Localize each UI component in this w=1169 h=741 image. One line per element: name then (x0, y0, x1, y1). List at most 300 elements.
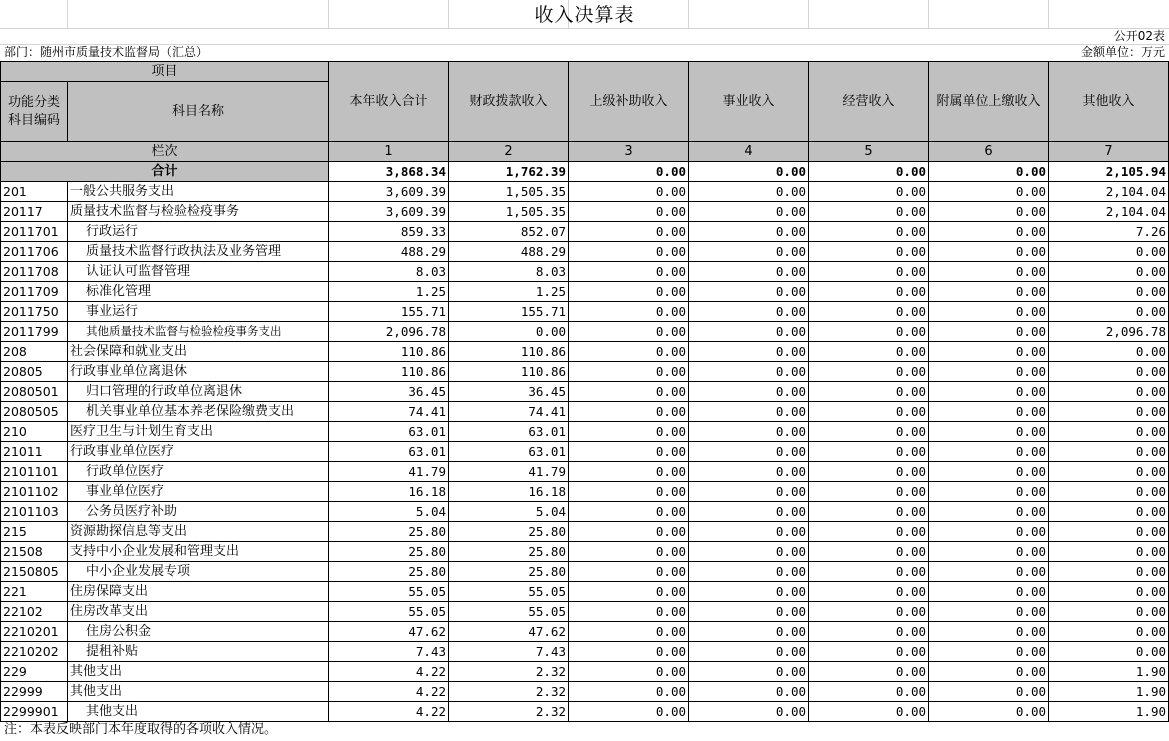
amount-cell[interactable]: 0.00 (929, 342, 1049, 362)
amount-cell[interactable]: 0.00 (929, 202, 1049, 222)
amount-cell[interactable]: 0.00 (929, 562, 1049, 582)
amount-cell[interactable]: 0.00 (809, 182, 929, 202)
subject-name-cell[interactable]: 住房改革支出 (68, 602, 329, 622)
amount-cell[interactable]: 0.00 (689, 562, 809, 582)
amount-cell[interactable]: 0.00 (569, 462, 689, 482)
amount-cell[interactable]: 0.00 (1049, 422, 1169, 442)
amount-cell[interactable]: 0.00 (929, 482, 1049, 502)
amount-cell[interactable]: 0.00 (569, 242, 689, 262)
amount-cell[interactable]: 2,104.04 (1049, 182, 1169, 202)
amount-cell[interactable]: 0.00 (1049, 242, 1169, 262)
amount-cell[interactable]: 0.00 (809, 302, 929, 322)
amount-cell[interactable]: 0.00 (689, 202, 809, 222)
amount-cell[interactable]: 0.00 (809, 402, 929, 422)
amount-cell[interactable]: 63.01 (329, 422, 449, 442)
subject-name-cell[interactable]: 行政事业单位医疗 (68, 442, 329, 462)
amount-cell[interactable]: 36.45 (449, 382, 569, 402)
amount-cell[interactable]: 2,096.78 (329, 322, 449, 342)
form-number: 公开02表 (1113, 29, 1165, 43)
amount-cell[interactable]: 0.00 (689, 182, 809, 202)
total-value: 0.00 (809, 162, 929, 182)
amount-cell[interactable]: 488.29 (449, 242, 569, 262)
amount-cell[interactable]: 16.18 (329, 482, 449, 502)
amount-cell[interactable]: 0.00 (929, 602, 1049, 622)
amount-cell[interactable]: 0.00 (689, 542, 809, 562)
subject-code-cell[interactable]: 21011 (1, 442, 68, 462)
amount-cell[interactable]: 0.00 (689, 622, 809, 642)
table-row (1, 182, 1169, 202)
amount-cell[interactable]: 5.04 (449, 502, 569, 522)
subject-name-cell[interactable]: 行政事业单位离退休 (68, 362, 329, 382)
header-fiscal-income: 财政拨款收入 (449, 62, 569, 142)
subject-name-cell[interactable]: 住房保障支出 (68, 582, 329, 602)
amount-cell[interactable]: 0.00 (689, 482, 809, 502)
table-row (1, 542, 1169, 562)
subject-name-cell[interactable]: 事业单位医疗 (68, 482, 329, 502)
amount-cell[interactable]: 0.00 (929, 402, 1049, 422)
amount-cell[interactable]: 41.79 (329, 462, 449, 482)
amount-cell[interactable]: 0.00 (929, 522, 1049, 542)
total-value: 0.00 (929, 162, 1049, 182)
subject-code-cell[interactable]: 221 (1, 582, 68, 602)
amount-cell[interactable]: 0.00 (929, 542, 1049, 562)
amount-cell[interactable]: 8.03 (449, 262, 569, 282)
amount-cell[interactable]: 0.00 (569, 602, 689, 622)
amount-cell[interactable]: 0.00 (929, 362, 1049, 382)
amount-cell[interactable]: 0.00 (929, 382, 1049, 402)
amount-cell[interactable]: 0.00 (569, 682, 689, 702)
subject-name-cell[interactable]: 质量技术监督与检验检疫事务 (68, 202, 329, 222)
total-label: 合计 (1, 162, 329, 182)
subject-name-cell[interactable]: 其他支出 (68, 702, 329, 722)
amount-cell[interactable]: 0.00 (809, 542, 929, 562)
subject-code-cell[interactable]: 208 (1, 342, 68, 362)
amount-cell[interactable]: 5.04 (329, 502, 449, 522)
subject-name-cell[interactable]: 一般公共服务支出 (68, 182, 329, 202)
amount-cell[interactable]: 0.00 (689, 282, 809, 302)
amount-cell[interactable]: 2,104.04 (1049, 202, 1169, 222)
amount-cell[interactable]: 0.00 (569, 502, 689, 522)
subject-name-cell[interactable]: 支持中小企业发展和管理支出 (68, 542, 329, 562)
column-number: 1 (329, 142, 449, 162)
column-number: 6 (929, 142, 1049, 162)
amount-cell[interactable]: 1.25 (329, 282, 449, 302)
table-row (1, 522, 1169, 542)
amount-cell[interactable]: 0.00 (569, 702, 689, 722)
amount-cell[interactable]: 852.07 (449, 222, 569, 242)
table-row (1, 202, 1169, 222)
amount-cell[interactable]: 0.00 (809, 382, 929, 402)
subject-name-cell[interactable]: 标准化管理 (68, 282, 329, 302)
amount-cell[interactable]: 0.00 (689, 462, 809, 482)
amount-cell[interactable]: 0.00 (809, 522, 929, 542)
subject-name-cell[interactable]: 公务员医疗补助 (68, 502, 329, 522)
table-row (1, 362, 1169, 382)
amount-cell[interactable]: 4.22 (329, 702, 449, 722)
amount-cell[interactable]: 0.00 (929, 322, 1049, 342)
amount-cell[interactable]: 0.00 (809, 242, 929, 262)
amount-cell[interactable]: 63.01 (449, 442, 569, 462)
amount-cell[interactable]: 0.00 (809, 702, 929, 722)
amount-cell[interactable]: 55.05 (449, 602, 569, 622)
amount-cell[interactable]: 36.45 (329, 382, 449, 402)
amount-cell[interactable]: 3,609.39 (329, 182, 449, 202)
table-row (1, 482, 1169, 502)
amount-cell[interactable]: 8.03 (329, 262, 449, 282)
amount-cell[interactable]: 7.43 (449, 642, 569, 662)
amount-cell[interactable]: 74.41 (329, 402, 449, 422)
table-row (1, 222, 1169, 242)
amount-cell[interactable]: 0.00 (809, 462, 929, 482)
table-row (1, 262, 1169, 282)
amount-cell[interactable]: 0.00 (569, 302, 689, 322)
total-value: 1,762.39 (449, 162, 569, 182)
subject-code-cell[interactable]: 2299901 (1, 702, 68, 722)
amount-cell[interactable]: 0.00 (1049, 262, 1169, 282)
table-row (1, 682, 1169, 702)
subject-code-cell[interactable]: 22999 (1, 682, 68, 702)
amount-cell[interactable]: 3,609.39 (329, 202, 449, 222)
amount-cell[interactable]: 1,505.35 (449, 182, 569, 202)
subject-code-cell[interactable]: 2101103 (1, 502, 68, 522)
amount-cell[interactable]: 0.00 (929, 582, 1049, 602)
total-value: 0.00 (569, 162, 689, 182)
amount-cell[interactable]: 0.00 (809, 642, 929, 662)
amount-cell[interactable]: 0.00 (929, 662, 1049, 682)
table-row (1, 622, 1169, 642)
amount-cell[interactable]: 0.00 (689, 502, 809, 522)
amount-cell[interactable]: 41.79 (449, 462, 569, 482)
amount-cell[interactable]: 0.00 (809, 422, 929, 442)
amount-cell[interactable]: 0.00 (929, 682, 1049, 702)
amount-cell[interactable]: 47.62 (449, 622, 569, 642)
amount-cell[interactable]: 63.01 (329, 442, 449, 462)
amount-cell[interactable]: 0.00 (809, 342, 929, 362)
amount-cell[interactable]: 2.32 (449, 662, 569, 682)
amount-cell[interactable]: 0.00 (1049, 462, 1169, 482)
amount-cell[interactable]: 0.00 (1049, 362, 1169, 382)
amount-cell[interactable]: 0.00 (1049, 482, 1169, 502)
amount-cell[interactable]: 0.00 (569, 562, 689, 582)
amount-cell[interactable]: 25.80 (329, 542, 449, 562)
amount-cell[interactable]: 47.62 (329, 622, 449, 642)
amount-cell[interactable]: 0.00 (689, 422, 809, 442)
subject-name-cell[interactable]: 归口管理的行政单位离退休 (68, 382, 329, 402)
amount-cell[interactable]: 0.00 (929, 242, 1049, 262)
amount-cell[interactable]: 488.29 (329, 242, 449, 262)
amount-cell[interactable]: 4.22 (329, 662, 449, 682)
amount-cell[interactable]: 1,505.35 (449, 202, 569, 222)
amount-cell[interactable]: 0.00 (569, 422, 689, 442)
subject-code-cell[interactable]: 20805 (1, 362, 68, 382)
subject-code-cell[interactable]: 2011709 (1, 282, 68, 302)
subject-name-cell[interactable]: 医疗卫生与计划生育支出 (68, 422, 329, 442)
subject-name-cell[interactable]: 其他支出 (68, 682, 329, 702)
amount-cell[interactable]: 0.00 (689, 582, 809, 602)
table-row (1, 602, 1169, 622)
amount-cell[interactable]: 0.00 (1049, 502, 1169, 522)
subject-code-cell[interactable]: 2150805 (1, 562, 68, 582)
amount-cell[interactable]: 0.00 (929, 422, 1049, 442)
amount-cell[interactable]: 0.00 (1049, 562, 1169, 582)
amount-cell[interactable]: 2.32 (449, 682, 569, 702)
amount-cell[interactable]: 1.90 (1049, 702, 1169, 722)
table-row (1, 502, 1169, 522)
total-value: 2,105.94 (1049, 162, 1169, 182)
table-row (1, 322, 1169, 342)
table-row (1, 342, 1169, 362)
amount-cell[interactable]: 25.80 (449, 542, 569, 562)
header-subject-name: 科目名称 (68, 82, 329, 142)
amount-cell[interactable]: 0.00 (1049, 442, 1169, 462)
amount-cell[interactable]: 2,096.78 (1049, 322, 1169, 342)
amount-cell[interactable]: 0.00 (569, 662, 689, 682)
amount-cell[interactable]: 0.00 (689, 342, 809, 362)
amount-cell[interactable]: 74.41 (449, 402, 569, 422)
amount-cell[interactable]: 155.71 (329, 302, 449, 322)
table-row (1, 382, 1169, 402)
amount-cell[interactable]: 0.00 (809, 662, 929, 682)
amount-cell[interactable]: 0.00 (809, 682, 929, 702)
income-table (0, 61, 1169, 722)
amount-cell[interactable]: 0.00 (569, 282, 689, 302)
amount-cell[interactable]: 0.00 (929, 702, 1049, 722)
department-label: 部门：随州市质量技术监督局（汇总） (4, 45, 209, 59)
amount-cell[interactable]: 0.00 (689, 682, 809, 702)
amount-cell[interactable]: 0.00 (809, 562, 929, 582)
amount-cell[interactable]: 0.00 (929, 282, 1049, 302)
subject-code-cell[interactable]: 2011706 (1, 242, 68, 262)
subject-name-cell[interactable]: 社会保障和就业支出 (68, 342, 329, 362)
amount-cell[interactable]: 0.00 (569, 182, 689, 202)
subject-name-cell[interactable]: 住房公积金 (68, 622, 329, 642)
subject-code-cell[interactable]: 210 (1, 422, 68, 442)
amount-cell[interactable]: 0.00 (1049, 402, 1169, 422)
table-row (1, 702, 1169, 722)
amount-cell[interactable]: 0.00 (929, 222, 1049, 242)
amount-cell[interactable]: 25.80 (329, 562, 449, 582)
subject-name-cell[interactable]: 认证认可监督管理 (68, 262, 329, 282)
subject-code-cell[interactable]: 2011799 (1, 322, 68, 342)
table-row (1, 422, 1169, 442)
amount-cell[interactable]: 0.00 (929, 462, 1049, 482)
amount-cell[interactable]: 25.80 (449, 562, 569, 582)
amount-cell[interactable]: 0.00 (809, 262, 929, 282)
amount-cell[interactable]: 55.05 (449, 582, 569, 602)
amount-cell[interactable]: 0.00 (569, 582, 689, 602)
amount-cell[interactable]: 0.00 (569, 202, 689, 222)
subject-name-cell[interactable]: 资源勘探信息等支出 (68, 522, 329, 542)
subject-code-cell[interactable]: 20117 (1, 202, 68, 222)
amount-cell[interactable]: 2.32 (449, 702, 569, 722)
amount-cell[interactable]: 0.00 (809, 222, 929, 242)
amount-cell[interactable]: 0.00 (929, 642, 1049, 662)
amount-cell[interactable]: 7.43 (329, 642, 449, 662)
amount-cell[interactable]: 0.00 (809, 362, 929, 382)
subject-code-cell[interactable]: 2080505 (1, 402, 68, 422)
amount-cell[interactable]: 0.00 (809, 282, 929, 302)
total-row (1, 162, 1169, 182)
amount-cell[interactable]: 0.00 (689, 522, 809, 542)
subject-code-cell[interactable]: 2080501 (1, 382, 68, 402)
amount-cell[interactable]: 0.00 (689, 702, 809, 722)
table-row (1, 282, 1169, 302)
subject-code-cell[interactable]: 2101102 (1, 482, 68, 502)
subject-name-cell[interactable]: 提租补贴 (68, 642, 329, 662)
subject-code-cell[interactable]: 2011701 (1, 222, 68, 242)
amount-cell[interactable]: 0.00 (809, 202, 929, 222)
amount-cell[interactable]: 0.00 (1049, 542, 1169, 562)
amount-cell[interactable]: 0.00 (929, 262, 1049, 282)
subject-code-cell[interactable]: 2210201 (1, 622, 68, 642)
amount-cell[interactable]: 16.18 (449, 482, 569, 502)
amount-cell[interactable]: 0.00 (569, 542, 689, 562)
amount-cell[interactable]: 0.00 (689, 222, 809, 242)
amount-cell[interactable]: 1.90 (1049, 662, 1169, 682)
amount-cell[interactable]: 0.00 (1049, 522, 1169, 542)
subject-name-cell[interactable]: 机关事业单位基本养老保险缴费支出 (68, 402, 329, 422)
table-row (1, 562, 1169, 582)
amount-cell[interactable]: 0.00 (929, 442, 1049, 462)
amount-cell[interactable]: 7.26 (1049, 222, 1169, 242)
page-title: 收入决算表 (534, 4, 635, 26)
amount-cell[interactable]: 1.90 (1049, 682, 1169, 702)
subject-code-cell[interactable]: 22102 (1, 602, 68, 622)
amount-cell[interactable]: 0.00 (809, 582, 929, 602)
amount-cell[interactable]: 0.00 (1049, 642, 1169, 662)
amount-unit-label: 金额单位：万元 (1080, 45, 1165, 59)
amount-cell[interactable]: 55.05 (329, 602, 449, 622)
subject-name-cell[interactable]: 事业运行 (68, 302, 329, 322)
subject-name-cell[interactable]: 其他质量技术监督与检验检疫事务支出 (68, 322, 329, 342)
header-total-income: 本年收入合计 (329, 62, 449, 142)
amount-cell[interactable]: 0.00 (809, 322, 929, 342)
amount-cell[interactable]: 110.86 (449, 362, 569, 382)
amount-cell[interactable]: 0.00 (809, 622, 929, 642)
amount-cell[interactable]: 0.00 (569, 622, 689, 642)
amount-cell[interactable]: 0.00 (689, 262, 809, 282)
amount-cell[interactable]: 1.25 (449, 282, 569, 302)
table-row (1, 442, 1169, 462)
amount-cell[interactable]: 0.00 (569, 442, 689, 462)
header-row-number: 栏次 (1, 142, 329, 162)
amount-cell[interactable]: 0.00 (569, 522, 689, 542)
subject-name-cell[interactable]: 其他支出 (68, 662, 329, 682)
amount-cell[interactable]: 63.01 (449, 422, 569, 442)
amount-cell[interactable]: 0.00 (569, 382, 689, 402)
amount-cell[interactable]: 0.00 (929, 302, 1049, 322)
subject-code-cell[interactable]: 2011750 (1, 302, 68, 322)
amount-cell[interactable]: 0.00 (569, 482, 689, 502)
amount-cell[interactable]: 110.86 (329, 362, 449, 382)
amount-cell[interactable]: 0.00 (689, 602, 809, 622)
amount-cell[interactable]: 0.00 (689, 382, 809, 402)
amount-cell[interactable]: 0.00 (689, 642, 809, 662)
header-business-income: 事业收入 (689, 62, 809, 142)
amount-cell[interactable]: 0.00 (809, 502, 929, 522)
table-row (1, 642, 1169, 662)
subject-name-cell[interactable]: 行政单位医疗 (68, 462, 329, 482)
column-number: 7 (1049, 142, 1169, 162)
table-row (1, 662, 1169, 682)
subject-code-cell[interactable]: 21508 (1, 542, 68, 562)
amount-cell[interactable]: 0.00 (689, 302, 809, 322)
amount-cell[interactable]: 0.00 (809, 482, 929, 502)
amount-cell[interactable]: 0.00 (929, 502, 1049, 522)
subject-name-cell[interactable]: 中小企业发展专项 (68, 562, 329, 582)
column-number: 4 (689, 142, 809, 162)
amount-cell[interactable]: 155.71 (449, 302, 569, 322)
header-func-code: 功能分类科目编码 (1, 82, 68, 142)
table-row (1, 302, 1169, 322)
amount-cell[interactable]: 110.86 (449, 342, 569, 362)
amount-cell[interactable]: 0.00 (569, 342, 689, 362)
amount-cell[interactable]: 0.00 (689, 442, 809, 462)
table-row (1, 402, 1169, 422)
amount-cell[interactable]: 25.80 (329, 522, 449, 542)
subject-name-cell[interactable]: 质量技术监督行政执法及业务管理 (68, 242, 329, 262)
table-note: 注：本表反映部门本年度取得的各项收入情况。 (4, 722, 278, 737)
table-row (1, 462, 1169, 482)
amount-cell[interactable]: 0.00 (689, 402, 809, 422)
amount-cell[interactable]: 0.00 (1049, 382, 1169, 402)
amount-cell[interactable]: 4.22 (329, 682, 449, 702)
subject-code-cell[interactable]: 2011708 (1, 262, 68, 282)
header-affiliate-income: 附属单位上缴收入 (929, 62, 1049, 142)
column-number: 2 (449, 142, 569, 162)
amount-cell[interactable]: 25.80 (449, 522, 569, 542)
amount-cell[interactable]: 0.00 (809, 442, 929, 462)
subject-code-cell[interactable]: 229 (1, 662, 68, 682)
amount-cell[interactable]: 0.00 (1049, 342, 1169, 362)
total-value: 0.00 (689, 162, 809, 182)
amount-cell[interactable]: 859.33 (329, 222, 449, 242)
amount-cell[interactable]: 0.00 (569, 402, 689, 422)
amount-cell[interactable]: 0.00 (1049, 622, 1169, 642)
amount-cell[interactable]: 0.00 (569, 222, 689, 242)
amount-cell[interactable]: 0.00 (809, 602, 929, 622)
header-superior-subsidy: 上级补助收入 (569, 62, 689, 142)
amount-cell[interactable]: 0.00 (689, 662, 809, 682)
amount-cell[interactable]: 0.00 (1049, 582, 1169, 602)
amount-cell[interactable]: 0.00 (929, 182, 1049, 202)
subject-code-cell[interactable]: 2101101 (1, 462, 68, 482)
amount-cell[interactable]: 0.00 (569, 362, 689, 382)
amount-cell[interactable]: 0.00 (1049, 282, 1169, 302)
amount-cell[interactable]: 0.00 (929, 622, 1049, 642)
header-other-income: 其他收入 (1049, 62, 1169, 142)
subject-name-cell[interactable]: 行政运行 (68, 222, 329, 242)
subject-code-cell[interactable]: 201 (1, 182, 68, 202)
amount-cell[interactable]: 0.00 (689, 322, 809, 342)
subject-code-cell[interactable]: 2210202 (1, 642, 68, 662)
subject-code-cell[interactable]: 215 (1, 522, 68, 542)
amount-cell[interactable]: 0.00 (689, 362, 809, 382)
amount-cell[interactable]: 0.00 (449, 322, 569, 342)
amount-cell[interactable]: 55.05 (329, 582, 449, 602)
column-number: 5 (809, 142, 929, 162)
amount-cell[interactable]: 110.86 (329, 342, 449, 362)
column-number: 3 (569, 142, 689, 162)
amount-cell[interactable]: 0.00 (1049, 302, 1169, 322)
amount-cell[interactable]: 0.00 (569, 262, 689, 282)
header-project: 项目 (1, 62, 329, 82)
header-operation-income: 经营收入 (809, 62, 929, 142)
amount-cell[interactable]: 0.00 (569, 642, 689, 662)
amount-cell[interactable]: 0.00 (569, 322, 689, 342)
amount-cell[interactable]: 0.00 (689, 242, 809, 262)
amount-cell[interactable]: 0.00 (1049, 602, 1169, 622)
